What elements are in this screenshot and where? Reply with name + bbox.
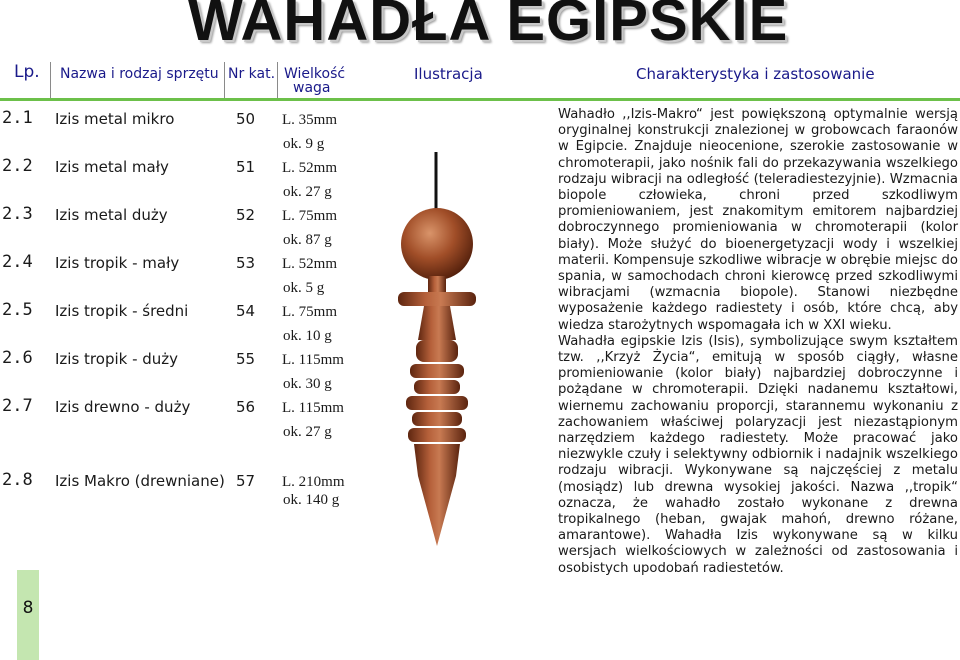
row-weight: ok. 5 g bbox=[283, 280, 325, 296]
row-catalog-number: 52 bbox=[236, 206, 256, 224]
row-catalog-number: 53 bbox=[236, 254, 256, 272]
row-name: Izis tropik - mały bbox=[55, 254, 180, 272]
header-illustration: Ilustracja bbox=[414, 65, 483, 83]
row-name: Izis tropik - duży bbox=[55, 350, 179, 368]
row-weight: ok. 87 g bbox=[283, 232, 332, 248]
row-length: L. 115mm bbox=[282, 352, 344, 368]
pendulum-body bbox=[418, 306, 456, 340]
row-length: L. 35mm bbox=[282, 112, 337, 128]
pendulum-ring bbox=[416, 340, 458, 362]
row-name: Izis metal duży bbox=[55, 206, 168, 224]
pendulum-ring bbox=[408, 428, 466, 442]
row-catalog-number: 55 bbox=[236, 350, 256, 368]
header-name: Nazwa i rodzaj sprzętu bbox=[60, 66, 219, 82]
row-name: Izis Makro (drewniane) bbox=[55, 472, 225, 490]
row-catalog-number: 51 bbox=[236, 158, 256, 176]
pendulum-ring bbox=[414, 380, 460, 394]
pendulum-ring bbox=[410, 364, 464, 378]
header-divider bbox=[224, 62, 225, 98]
row-lp: 2.4 bbox=[2, 252, 33, 272]
row-length: L. 52mm bbox=[282, 256, 337, 272]
header-weight: waga bbox=[293, 80, 331, 96]
row-length: L. 115mm bbox=[282, 400, 344, 416]
row-lp: 2.2 bbox=[2, 156, 33, 176]
row-name: Izis drewno - duży bbox=[55, 398, 191, 416]
page-number: 8 bbox=[22, 598, 34, 618]
header-divider bbox=[50, 62, 51, 98]
header-lp: Lp. bbox=[14, 62, 40, 82]
row-name: Izis metal mikro bbox=[55, 110, 175, 128]
header-size: Wielkość bbox=[284, 66, 346, 82]
page-title: WAHADŁA EGIPSKIE bbox=[188, 0, 789, 53]
pendulum-neck bbox=[428, 276, 446, 292]
row-lp: 2.8 bbox=[2, 470, 33, 490]
header-description: Charakterystyka i zastosowanie bbox=[636, 65, 875, 83]
row-lp: 2.3 bbox=[2, 204, 33, 224]
row-weight: ok. 27 g bbox=[283, 184, 332, 200]
row-lp: 2.7 bbox=[2, 396, 33, 416]
row-weight: ok. 10 g bbox=[283, 328, 332, 344]
row-length: L. 75mm bbox=[282, 208, 337, 224]
row-lp: 2.5 bbox=[2, 300, 33, 320]
description-text bbox=[558, 107, 958, 577]
row-name: Izis tropik - średni bbox=[55, 302, 189, 320]
row-name: Izis metal mały bbox=[55, 158, 169, 176]
row-weight: ok. 30 g bbox=[283, 376, 332, 392]
pendulum-ball bbox=[401, 208, 473, 280]
row-weight: ok. 140 g bbox=[283, 492, 340, 508]
row-length: L. 52mm bbox=[282, 160, 337, 176]
row-catalog-number: 54 bbox=[236, 302, 256, 320]
row-lp: 2.6 bbox=[2, 348, 33, 368]
pendulum-tip bbox=[414, 444, 460, 546]
pendulum-ring bbox=[406, 396, 468, 410]
description-paragraph: Wahadła egipskie Izis (Isis), symbolizujące swym kształtem tzw. ,,Krzyż Życia“, emitują w sposób ciągły, własne promieniowanie (kolor biały) najbardziej dobroczynne i pożądane w chromoterapii. Dzięki nadanemu kształtowi, wiernemu zachowaniu proporcji, starannemu wykonaniu z zachowaniem właściwej polaryzacji jest niezastąpionym narzędziem każdego radiestety. Może pracować jako niezwykle czuły i selektywny odbiornik i nadajnik wszelkiego rodzaju wibracji. Wykonywane są najczęściej z metalu (mosiądz) lub drewna wysokiej jakości. Nazwa ,,tropik“ oznacza, że wahadło zostało wykonane z drewna tropikalnego (heban, gwajak mahoń, drewno różane, amarantowe). Wahadła Izis wykonywane są w kilku wersjach wielkościowych w zależności od zastosowania i osobistych upodobań radiestetów. bbox=[558, 333, 958, 576]
pendulum-disc bbox=[398, 292, 476, 306]
header-catalog-number: Nr kat. bbox=[228, 66, 276, 82]
row-catalog-number: 56 bbox=[236, 398, 256, 416]
row-length: L. 75mm bbox=[282, 304, 337, 320]
row-weight: ok. 27 g bbox=[283, 424, 332, 440]
row-weight: ok. 9 g bbox=[283, 136, 325, 152]
row-length: L. 210mm bbox=[282, 474, 345, 490]
pendulum-illustration bbox=[380, 100, 510, 560]
header-divider bbox=[277, 62, 278, 98]
pendulum-ring bbox=[412, 412, 462, 426]
row-catalog-number: 57 bbox=[236, 472, 256, 490]
row-lp: 2.1 bbox=[2, 108, 33, 128]
row-catalog-number: 50 bbox=[236, 110, 256, 128]
description-paragraph: Wahadło ,,Izis-Makro“ jest powiększoną optymalnie wersją oryginalnej konstrukcji znalezionej w grobowcach faraonów w Egipcie. Znajduje nieocenione, szerokie zastosowanie w chromoterapii, jako nośnik fali do przekazywania wszelkiego rodzaju wibracji na odległość (teleradiestezyjnie). Wzmacnia biopole człowieka, chroni przed szkodliwym promieniowaniem, jest znakomitym emitorem najbardziej dobroczynnego promieniowania w chromoterapii (kolor biały). Może służyć do bioenergetyzacji wody i wszelkiej materii. Kompensuje szkodliwe wibracje w obrębie miejsc do spania, w samochodach chroni kierowcę przed szkodliwymi wibracjami (wzmacnia biopole). Stanowi niezbędne wyposażenie każdego radiestety i osób, które chcą, aby wiedza starożytnych wspomagała ich w XXI wieku. bbox=[558, 107, 958, 333]
